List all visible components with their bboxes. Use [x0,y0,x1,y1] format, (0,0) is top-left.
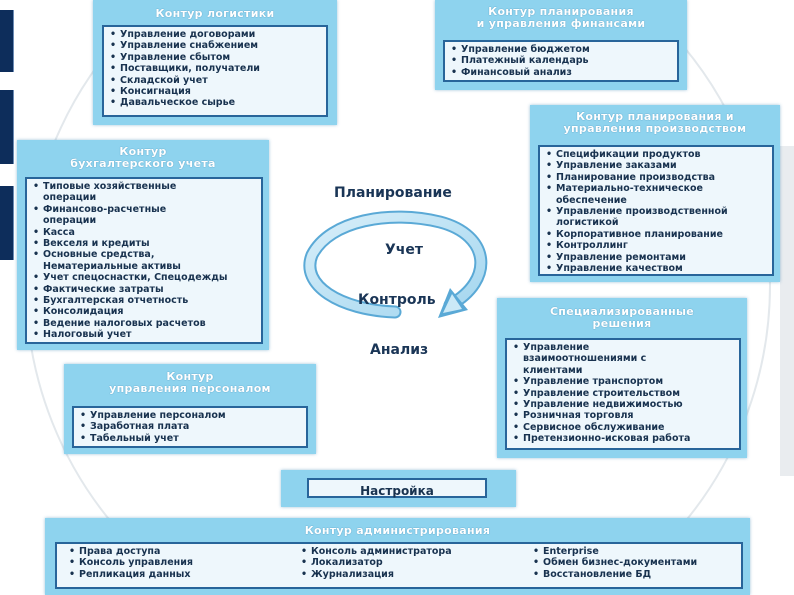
list-item: • Консоль управления [67,557,259,568]
list-item: • Материально-техническое обеспечение [544,183,706,206]
settings-label: Настройка [360,484,434,498]
list-item: • Управление персоналом [78,410,302,421]
list-item: • Консолидация [31,306,257,317]
list-item: • Управление строительством [511,388,735,399]
list-item: • Консоль администратора [299,546,501,557]
list-item: • Управление снабжением [108,40,322,51]
list-item: • Обмен бизнес-документами [531,557,738,568]
list-item: • Управление качеством [544,263,768,274]
logistics-list [102,25,328,117]
list-item: • Складской учет [108,75,322,86]
admin-title: Контур администрирования [304,524,491,537]
settings-box [307,478,487,498]
settings-panel [281,470,516,507]
specialized-title-line2: решения [592,317,652,330]
list-item: • Управление заказами [544,160,768,171]
list-item: • Учет спецоснастки, Спецодежды [31,272,257,283]
sidebar-mark-2 [0,90,14,164]
finance-title-line2: и управления финансами [476,17,646,30]
list-item: • Претензионно-исковая работа [511,433,735,444]
admin-col2 [295,544,505,587]
list-item: • Журнализация [299,569,501,580]
list-item: • Управление взаимоотношениями с клиентами [511,342,683,376]
list-item: • Финансовый анализ [449,67,673,78]
admin-col1 [63,544,263,587]
finance-list [443,40,679,82]
accounting-title-line1: Контур [119,145,167,158]
list-item: • Розничная торговля [511,410,735,421]
accounting-list [25,177,263,344]
cycle-planning: Планирование [334,185,452,201]
list-item: • Сервисное обслуживание [511,422,735,433]
personnel-list [72,406,308,448]
list-item: • Управление ремонтами [544,252,768,263]
production-title-line2: управления производством [563,122,747,135]
admin-panel [45,518,750,595]
specialized-title-line1: Специализированные [549,305,695,318]
list-item: • Поставщики, получатели [108,63,322,74]
production-list [538,145,774,276]
admin-col3 [527,544,742,587]
list-item: • Планирование производства [544,172,768,183]
list-item: • Локализатор [299,557,501,568]
list-item: • Основные средства, Нематериальные активы [31,249,238,272]
cycle-analysis: Анализ [370,342,429,358]
list-item: • Фактические затраты [31,284,257,295]
list-item: • Давальческое сырье [108,97,322,108]
list-item: • Налоговый учет [31,329,257,340]
finance-title-line1: Контур планирования [488,5,634,18]
accounting-title-line2: бухгалтерского учета [70,157,216,170]
list-item: • Ведение налоговых расчетов [31,318,257,329]
logistics-panel [93,0,337,125]
personnel-title-line1: Контур [166,370,214,383]
production-title-line1: Контур планирования и [576,110,734,123]
sidebar-mark-1 [0,10,14,72]
list-item: • Бухгалтерская отчетность [31,295,257,306]
list-item: • Репликация данных [67,569,259,580]
list-item: • Платежный календарь [449,55,673,66]
list-item: • Управление производственной логистикой [544,206,756,229]
production-panel [530,105,780,282]
list-item: • Табельный учет [78,433,302,444]
list-item: • Корпоративное планирование [544,229,768,240]
cycle-accounting: Учет [385,242,424,258]
cycle-control: Контроль [358,292,436,308]
list-item: • Консигнация [108,86,322,97]
logistics-title: Контур логистики [155,7,275,20]
list-item: • Заработная плата [78,421,302,432]
personnel-title-line2: управления персоналом [109,382,271,395]
list-item: • Финансово-расчетные операции [31,204,218,227]
list-item: • Типовые хозяйственные операции [31,181,218,204]
list-item: • Спецификации продуктов [544,149,768,160]
list-item: • Enterprise [531,546,738,557]
finance-panel [435,0,687,90]
sidebar-mark-3 [0,186,14,260]
list-item: • Управление бюджетом [449,44,673,55]
list-item: • Управление сбытом [108,52,322,63]
accounting-panel [17,140,269,350]
specialized-panel [497,298,747,458]
cycle-arrow [300,210,500,330]
list-item: • Управление недвижимостью [511,399,735,410]
list-item: • Управление транспортом [511,376,735,387]
list-item: • Права доступа [67,546,259,557]
list-item: • Контроллинг [544,240,768,251]
list-item: • Касса [31,227,257,238]
personnel-panel [64,364,316,454]
specialized-list [505,338,741,450]
list-item: • Восстановление БД [531,569,738,580]
list-item: • Векселя и кредиты [31,238,257,249]
list-item: • Управление договорами [108,29,322,40]
